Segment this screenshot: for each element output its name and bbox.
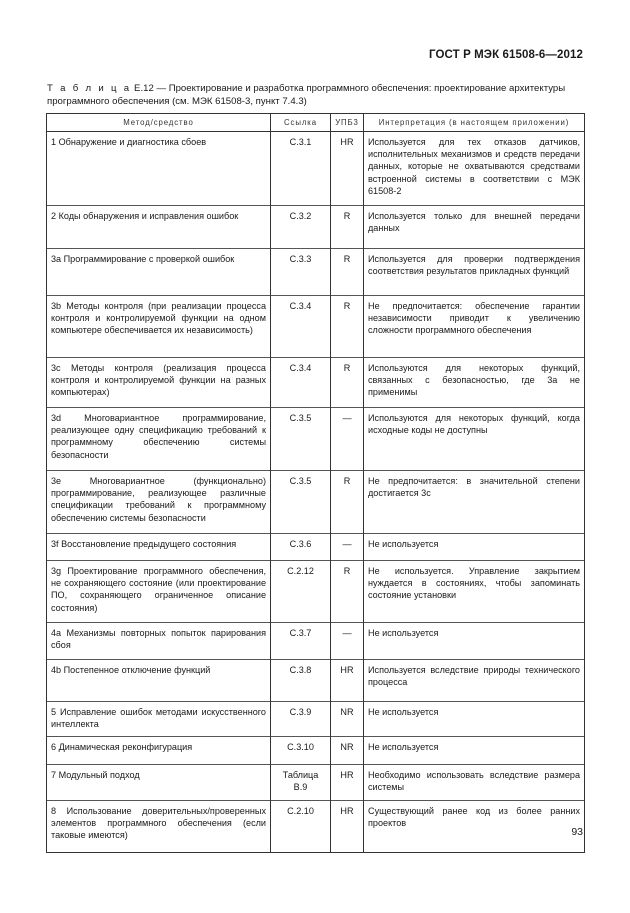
- header-reference: Ссылка: [271, 114, 331, 132]
- method-cell: 7 Модульный подход: [47, 765, 271, 801]
- reference-cell: С.3.8: [271, 660, 331, 702]
- method-cell: 5 Исправление ошибок методами искусственного интеллекта: [47, 702, 271, 737]
- table-row: [47, 296, 585, 358]
- sil-cell: NR: [331, 702, 364, 737]
- interpretation-cell: Не используется: [364, 737, 585, 765]
- sil-cell: —: [331, 534, 364, 561]
- table-row: [47, 206, 585, 249]
- table-row: [47, 249, 585, 296]
- table-row: [47, 561, 585, 623]
- reference-cell: С.3.4: [271, 358, 331, 408]
- reference-cell: С.2.12: [271, 561, 331, 623]
- interpretation-cell: Не предпочитается: обеспечение гарантии независимости приводит к увеличению сложности программного обеспечения: [364, 296, 585, 358]
- reference-cell: С.3.10: [271, 737, 331, 765]
- sil-cell: —: [331, 623, 364, 660]
- table-row: [47, 132, 585, 206]
- method-cell: 3е Многовариантное (функционально) программирование, реализующее различные спецификации требований к программному обеспечению системы безопасности: [47, 471, 271, 534]
- method-cell: 3с Методы контроля (реализация процесса контроля и контролируемой функции на разных компьютерах): [47, 358, 271, 408]
- table-row: [47, 765, 585, 801]
- sil-cell: R: [331, 206, 364, 249]
- table-row: [47, 702, 585, 737]
- sil-cell: R: [331, 358, 364, 408]
- method-cell: 8 Использование доверительных/проверенных элементов программного обеспечения (если таковые имеются): [47, 801, 271, 853]
- table-row: [47, 408, 585, 471]
- header-method: Метод/средство: [47, 114, 271, 132]
- reference-cell: С.3.1: [271, 132, 331, 206]
- table-caption-text: Е.12 — Проектирование и разработка программного обеспечения: проектирование архитектуры программного обеспечения (см. МЭК 61508-3, пункт 7.4.3): [47, 83, 566, 107]
- method-cell: 1 Обнаружение и диагностика сбоев: [47, 132, 271, 206]
- interpretation-cell: Используется вследствие природы технического процесса: [364, 660, 585, 702]
- reference-cell: С.2.10: [271, 801, 331, 853]
- document-standard-header: ГОСТ Р МЭК 61508-6—2012: [429, 49, 583, 61]
- sil-cell: R: [331, 561, 364, 623]
- sil-cell: HR: [331, 660, 364, 702]
- method-cell: 3g Проектирование программного обеспечения, не сохраняющего состояние (или проектирование ПО, сохраняющего ограниченное описание состояния): [47, 561, 271, 623]
- sil-cell: R: [331, 471, 364, 534]
- sil-cell: R: [331, 249, 364, 296]
- interpretation-cell: Используются для некоторых функций, когда исходные коды не доступны: [364, 408, 585, 471]
- table-row: [47, 660, 585, 702]
- reference-cell: С.3.2: [271, 206, 331, 249]
- interpretation-cell: Не используется: [364, 534, 585, 561]
- table-header-row: [47, 114, 585, 132]
- table-row: [47, 471, 585, 534]
- interpretation-cell: Необходимо использовать вследствие размера системы: [364, 765, 585, 801]
- methods-table: [46, 113, 585, 853]
- sil-cell: R: [331, 296, 364, 358]
- reference-cell: С.3.5: [271, 408, 331, 471]
- sil-cell: HR: [331, 765, 364, 801]
- page-number: 93: [571, 826, 583, 838]
- method-cell: 3а Программирование с проверкой ошибок: [47, 249, 271, 296]
- sil-cell: HR: [331, 801, 364, 853]
- interpretation-cell: Не используется. Управление закрытием нуждается в состояниях, чтобы запоминать состояние установки: [364, 561, 585, 623]
- table-row: [47, 534, 585, 561]
- header-interpretation: Интерпретация (в настоящем приложении): [364, 114, 585, 132]
- method-cell: 4b Постепенное отключение функций: [47, 660, 271, 702]
- reference-cell: С.3.7: [271, 623, 331, 660]
- reference-cell: С.3.5: [271, 471, 331, 534]
- interpretation-cell: Используется для проверки подтверждения соответствия результатов прикладных функций: [364, 249, 585, 296]
- reference-cell: С.3.4: [271, 296, 331, 358]
- header-sil: УПБ3: [331, 114, 364, 132]
- table-row: [47, 623, 585, 660]
- sil-cell: —: [331, 408, 364, 471]
- interpretation-cell: Используются для некоторых функций, связанных с безопасностью, где 3а не применимы: [364, 358, 585, 408]
- interpretation-cell: Не используется: [364, 702, 585, 737]
- method-cell: 3f Восстановление предыдущего состояния: [47, 534, 271, 561]
- method-cell: 3b Методы контроля (при реализации процесса контроля и контролируемой функции на одном компьютере обеспечивается их независимость): [47, 296, 271, 358]
- interpretation-cell: Существующий ранее код из более ранних проектов: [364, 801, 585, 853]
- table-row: [47, 801, 585, 853]
- interpretation-cell: Не используется: [364, 623, 585, 660]
- method-cell: 6 Динамическая реконфигурация: [47, 737, 271, 765]
- reference-cell: С.3.9: [271, 702, 331, 737]
- sil-cell: NR: [331, 737, 364, 765]
- method-cell: 3d Многовариантное программирование, реализующее одну спецификацию требований к программному обеспечению системы безопасности: [47, 408, 271, 471]
- table-caption-prefix: Т а б л и ц а: [47, 83, 132, 94]
- table-caption: [47, 82, 584, 108]
- reference-cell: С.3.3: [271, 249, 331, 296]
- sil-cell: HR: [331, 132, 364, 206]
- reference-cell: С.3.6: [271, 534, 331, 561]
- method-cell: 4а Механизмы повторных попыток парирования сбоя: [47, 623, 271, 660]
- interpretation-cell: Не предпочитается: в значительной степени достигается 3с: [364, 471, 585, 534]
- reference-cell: Таблица В.9: [271, 765, 331, 801]
- method-cell: 2 Коды обнаружения и исправления ошибок: [47, 206, 271, 249]
- interpretation-cell: Используется только для внешней передачи данных: [364, 206, 585, 249]
- table-row: [47, 737, 585, 765]
- table-row: [47, 358, 585, 408]
- interpretation-cell: Используется для тех отказов датчиков, исполнительных механизмов и средств передачи данных, которые не охватываются средствами встроенной системы в соответствии с МЭК 61508-2: [364, 132, 585, 206]
